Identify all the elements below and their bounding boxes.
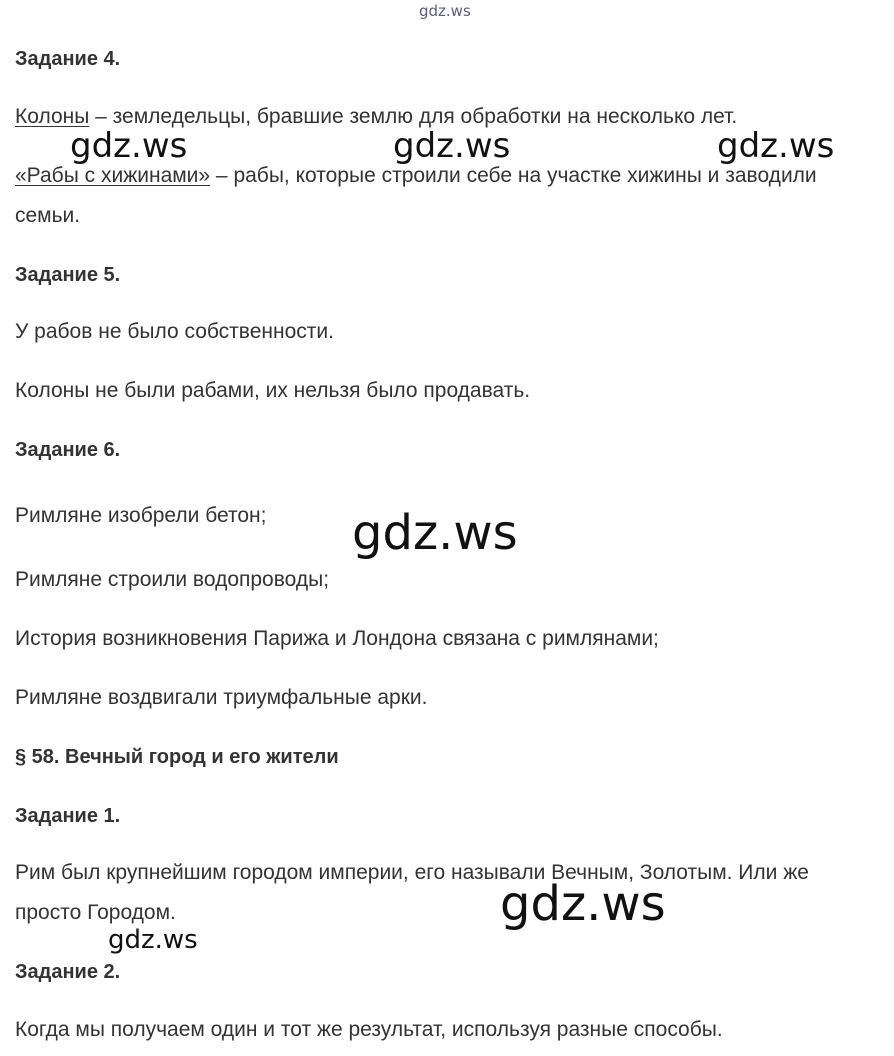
s58-task2-line-1: Когда мы получаем один и тот же результат, используя разные способы.	[15, 1018, 723, 1041]
s58-task1-line-2: просто Городом.	[15, 901, 176, 924]
definition-colons: – земледельцы, бравшие землю для обработки на несколько лет.	[89, 105, 738, 128]
definition-slaves-with-huts: – рабы, которые строили себе на участке хижины и заводили	[210, 164, 817, 187]
task5-line-2: Колоны не были рабами, их нельзя было продавать.	[15, 379, 531, 402]
task6-line-3: История возникновения Парижа и Лондона связана с римлянами;	[15, 627, 659, 650]
task4-heading: Задание 4.	[15, 48, 121, 70]
task6-line-4: Римляне воздвигали триумфальные арки.	[15, 686, 428, 709]
task5-line-1: У рабов не было собственности.	[15, 320, 334, 343]
task4-definition-2-continued: семьи.	[15, 204, 81, 227]
watermark-row-left: gdz.ws	[70, 126, 188, 166]
watermark-row-right: gdz.ws	[717, 126, 835, 166]
watermark-big-center: gdz.ws	[352, 505, 518, 561]
s58-task1-line-1: Рим был крупнейшим городом империи, его называли Вечным, Золотым. Или же	[15, 861, 809, 884]
term-slaves-with-huts: «Рабы с хижинами»	[15, 164, 211, 187]
task6-line-1: Римляне изобрели бетон;	[15, 504, 267, 527]
term-colons: Колоны	[15, 105, 90, 128]
task4-definition-2	[15, 164, 817, 188]
s58-task1-heading: Задание 1.	[15, 805, 121, 827]
task6-heading: Задание 6.	[15, 439, 121, 461]
watermark-top: gdz.ws	[419, 2, 471, 20]
task6-line-2: Римляне строили водопроводы;	[15, 568, 330, 591]
watermark-small-lower: gdz.ws	[108, 925, 198, 955]
watermark-big-lower: gdz.ws	[500, 876, 666, 932]
watermark-row-center: gdz.ws	[393, 126, 511, 166]
task5-heading: Задание 5.	[15, 264, 121, 286]
section-58-heading: § 58. Вечный город и его жители	[15, 746, 339, 768]
s58-task2-heading: Задание 2.	[15, 961, 121, 983]
